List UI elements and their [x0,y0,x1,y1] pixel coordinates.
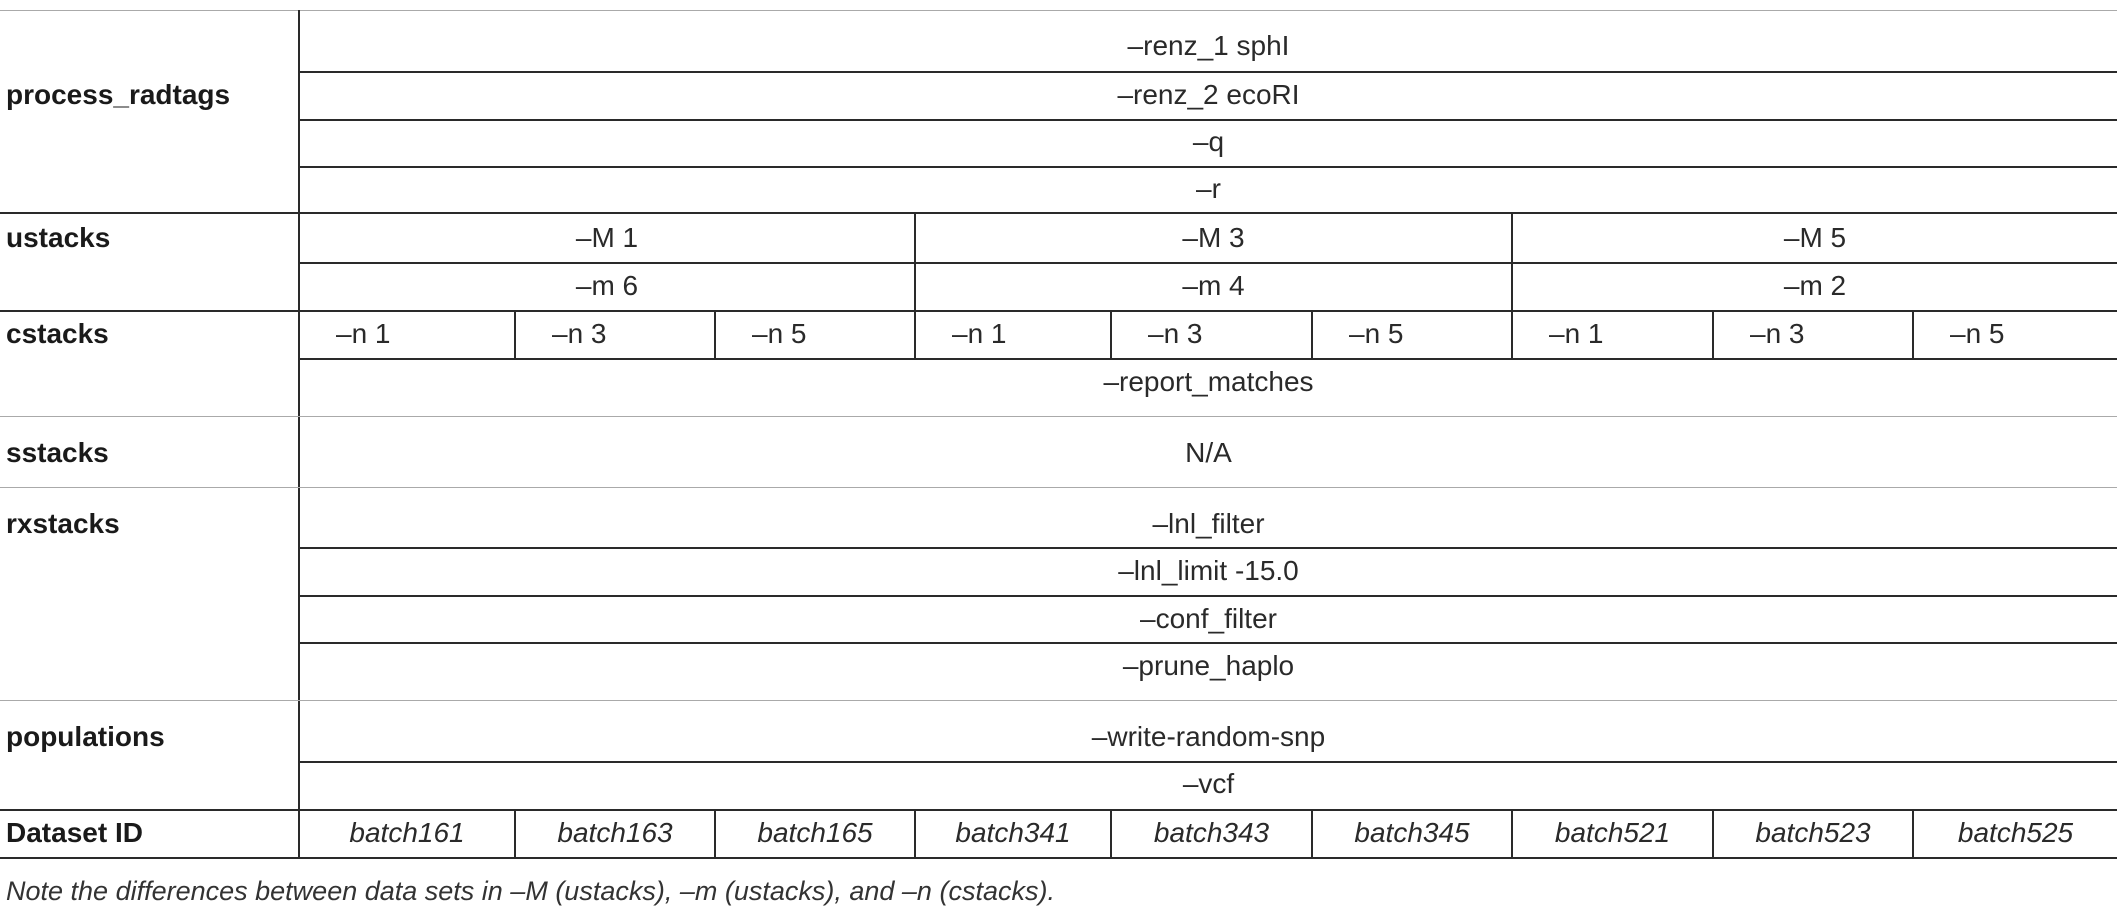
ustacks-M: –M 5 [1783,222,1847,253]
row-rule [300,166,2117,168]
process-radtags-param: –r [1196,173,1221,204]
rxstacks-param: –prune_haplo [1122,650,1295,681]
rxstacks-param: –conf_filter [1140,603,1277,634]
dataset-id: batch343 [1153,817,1270,848]
process-radtags-param: –renz_1 sphI [1127,30,1290,61]
dataset-id: batch521 [1554,817,1671,848]
column-divider [914,310,916,359]
column-divider [1511,310,1513,359]
column-divider [714,310,716,359]
dataset-id: batch161 [349,817,465,848]
process-radtags-param: –q [1192,126,1225,157]
dataset-id: batch523 [1755,817,1871,848]
dataset-id: batch345 [1354,817,1470,848]
populations-param: –write-random-snp [1091,721,1326,752]
ustacks-M: –M 1 [575,222,639,253]
ustacks-m: –m 2 [1783,270,1847,301]
cstacks-n: –n 5 [1950,318,2005,349]
row-rule [300,642,2117,644]
row-rule [300,547,2117,549]
rxstacks-param: –lnl_filter [1152,508,1265,539]
row-label-process-radtags: process_radtags [6,79,231,110]
section-rule [0,212,2117,214]
column-divider [514,310,516,359]
cstacks-n: –n 3 [552,318,607,349]
dataset-id: batch341 [955,817,1071,848]
process-radtags-param: –renz_2 ecoRI [1117,79,1300,110]
dataset-id: batch165 [757,817,873,848]
table-top-rule [0,10,2117,11]
cstacks-report-matches: –report_matches [1103,366,1314,397]
row-rule [300,358,2117,360]
row-label-populations: populations [6,721,165,752]
section-rule [0,416,2117,417]
cstacks-n: –n 1 [952,318,1007,349]
populations-param: –vcf [1182,768,1235,799]
table-bottom-rule [0,857,2117,859]
ustacks-M: –M 3 [1182,222,1245,253]
dataset-id: batch163 [557,817,673,848]
cstacks-n: –n 5 [752,318,807,349]
cstacks-n: –n 3 [1750,318,1805,349]
rxstacks-param: –lnl_limit -15.0 [1118,555,1299,586]
row-rule [300,595,2117,597]
section-rule [0,310,2117,312]
column-divider [1110,310,1112,359]
row-label-rxstacks: rxstacks [6,508,120,539]
row-label-dataset-id: Dataset ID [6,817,143,848]
dataset-id: batch525 [1957,817,2074,848]
row-label-sstacks: sstacks [6,437,109,468]
cstacks-n: –n 1 [336,318,391,349]
ustacks-m: –m 6 [575,270,639,301]
section-rule [0,487,2117,488]
table-footnote: Note the differences between data sets in –M (ustacks), –m (ustacks), and –n (cstacks). [6,876,1055,906]
ustacks-m: –m 4 [1182,270,1245,301]
sstacks-value: N/A [1185,437,1232,468]
column-divider [1311,310,1313,359]
cstacks-n: –n 1 [1549,318,1604,349]
row-rule [300,71,2117,73]
row-label-cstacks: cstacks [6,318,109,349]
cstacks-n: –n 5 [1349,318,1404,349]
row-label-ustacks: ustacks [6,222,111,253]
column-divider [1712,310,1714,359]
row-rule [300,119,2117,121]
row-rule [300,761,2117,763]
row-rule [300,262,2117,264]
column-divider [1912,310,1914,359]
section-rule [0,700,2117,701]
section-rule [0,809,2117,811]
cstacks-n: –n 3 [1148,318,1203,349]
